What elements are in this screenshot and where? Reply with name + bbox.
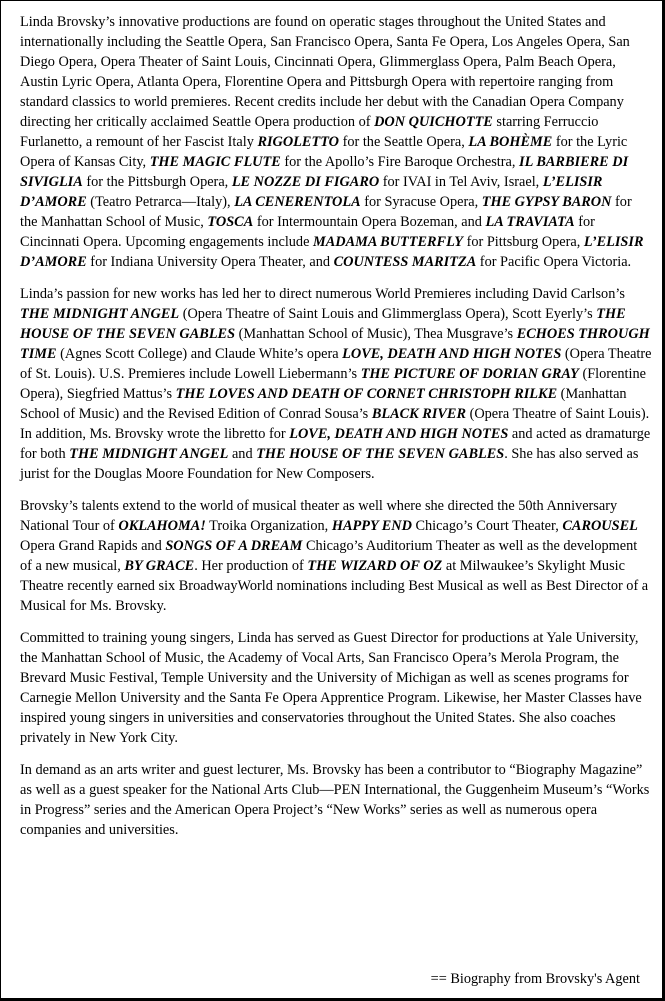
- paragraph-text: for Indiana University Opera Theater, and: [86, 254, 334, 270]
- paragraph-text: for the Seattle Opera,: [339, 134, 469, 150]
- paragraph-text: (Opera Theatre of St. Louis). U.S. Premieres include Lowell Liebermann’s: [20, 346, 652, 382]
- work-title: LOVE, DEATH AND HIGH NOTES: [342, 346, 562, 362]
- paragraph-text: Brovsky’s talents extend to the world of musical theater as well where she directed the 50th Anniversary National Tour of: [20, 498, 618, 534]
- work-title: TOSCA: [207, 214, 254, 230]
- paragraph-text: for the Manhattan School of Music,: [20, 194, 632, 230]
- work-title: BY GRACE: [124, 558, 195, 574]
- paragraph-text: . Her production of: [194, 558, 308, 574]
- paragraph-text: Troika Organization,: [205, 518, 332, 534]
- work-title: LA TRAVIATA: [485, 214, 575, 230]
- work-title: L’ELISIR D’AMORE: [20, 174, 603, 210]
- paragraph-text: for IVAI in Tel Aviv, Israel,: [379, 174, 543, 190]
- work-title: LOVE, DEATH AND HIGH NOTES: [289, 426, 509, 442]
- work-title: THE MAGIC FLUTE: [149, 154, 281, 170]
- work-title: THE WIZARD OF OZ: [307, 558, 443, 574]
- paragraph-text: for Syracuse Opera,: [360, 194, 482, 210]
- work-title: HAPPY END: [331, 518, 412, 534]
- paragraph-text: In demand as an arts writer and guest lecturer, Ms. Brovsky has been a contributor to “Biography Magazine” as well as a guest speaker for the National Arts Club—PEN International, the Guggenheim Museum’s “Works in Progress” series and the American Opera Project’s “New Works” series as well as numerous opera companies and universities.: [20, 762, 650, 838]
- paragraph-text: for Pacific Opera Victoria.: [476, 254, 632, 270]
- work-title: THE MIDNIGHT ANGEL: [69, 446, 229, 462]
- work-title: MADAMA BUTTERFLY: [313, 234, 464, 250]
- work-title: CAROUSEL: [562, 518, 638, 534]
- paragraph-text: for Cincinnati Opera. Upcoming engagements include: [20, 214, 595, 250]
- paragraph-text: Linda’s passion for new works has led her to direct numerous World Premieres including David Carlson’s: [20, 286, 625, 302]
- work-title: THE GYPSY BARON: [481, 194, 612, 210]
- work-title: OKLAHOMA!: [118, 518, 206, 534]
- bio-paragraph: [20, 496, 652, 616]
- paragraph-text: (Agnes Scott College) and Claude White’s opera: [56, 346, 343, 362]
- work-title: THE HOUSE OF THE SEVEN GABLES: [20, 306, 626, 342]
- work-title: L’ELISIR D’AMORE: [20, 234, 644, 270]
- work-title: BLACK RIVER: [371, 406, 466, 422]
- paragraph-text: (Florentine Opera), Siegfried Mattus’s: [20, 366, 646, 402]
- work-title: LA CENERENTOLA: [234, 194, 361, 210]
- work-title: LA BOHÈME: [468, 134, 553, 150]
- paragraph-text: (Manhattan School of Music), Thea Musgrave’s: [235, 326, 517, 342]
- source-credit: == Biography from Brovsky's Agent: [430, 971, 640, 987]
- paragraph-text: and: [228, 446, 257, 462]
- work-title: ECHOES THROUGH TIME: [20, 326, 650, 362]
- work-title: RIGOLETTO: [257, 134, 339, 150]
- paragraph-text: for Pittsburg Opera,: [463, 234, 584, 250]
- work-title: THE PICTURE OF DORIAN GRAY: [360, 366, 579, 382]
- paragraph-text: Opera Grand Rapids and: [20, 538, 166, 554]
- paragraph-text: for the Pittsburgh Opera,: [82, 174, 232, 190]
- paragraph-text: . She has also served as jurist for the Douglas Moore Foundation for New Composers.: [20, 446, 639, 482]
- paragraph-text: at Milwaukee’s Skylight Music Theatre recently earned six BroadwayWorld nominations including Best Musical as well as Best Director of a Musical for Ms. Brovsky.: [20, 558, 649, 614]
- paragraph-text: for Intermountain Opera Bozeman, and: [253, 214, 486, 230]
- paragraph-text: Linda Brovsky’s innovative productions are found on operatic stages throughout the United States and internationally including the Seattle Opera, San Francisco Opera, Santa Fe Opera, Los Angeles Opera, San Diego Opera, Opera Theater of Saint Louis, Cincinnati Opera, Glimmerglass Opera, Palm Beach Opera, Austin Lyric Opera, Atlanta Opera, Florentine Opera and Pittsburgh Opera with repertoire ranging from standard classics to world premieres. Recent credits include her debut with the Canadian Opera Company directing her critically acclaimed Seattle Opera production of: [20, 14, 630, 130]
- work-title: DON QUICHOTTE: [374, 114, 493, 130]
- bio-paragraph: [20, 628, 652, 748]
- bio-paragraph: [20, 760, 652, 840]
- paragraph-text: Chicago’s Court Theater,: [411, 518, 563, 534]
- paragraph-text: (Manhattan School of Music) and the Revised Edition of Conrad Sousa’s: [20, 386, 627, 422]
- work-title: IL BARBIERE DI SIVIGLIA: [20, 154, 629, 190]
- work-title: THE HOUSE OF THE SEVEN GABLES: [256, 446, 505, 462]
- paragraph-text: and acted as dramaturge for both: [20, 426, 651, 462]
- work-title: SONGS OF A DREAM: [165, 538, 303, 554]
- biography-body: [20, 12, 652, 840]
- paragraph-text: Chicago’s Auditorium Theater as well as the development of a new musical,: [20, 538, 638, 574]
- work-title: THE MIDNIGHT ANGEL: [20, 306, 180, 322]
- paragraph-text: Committed to training young singers, Linda has served as Guest Director for productions at Yale University, the Manhattan School of Music, the Academy of Vocal Arts, San Francisco Opera’s Merola Program, the Brevard Music Festival, Temple University and the University of Michigan as well as scenes programs for Carnegie Mellon University and the Santa Fe Opera Apprentice Program. Likewise, her Master Classes have inspired young singers in universities and conservatories throughout the United States. She also coaches privately in New York City.: [20, 630, 642, 746]
- work-title: LE NOZZE DI FIGARO: [231, 174, 380, 190]
- paragraph-text: (Opera Theatre of Saint Louis). In addition, Ms. Brovsky wrote the libretto for: [20, 406, 650, 442]
- paragraph-text: (Opera Theatre of Saint Louis and Glimmerglass Opera), Scott Eyerly’s: [179, 306, 597, 322]
- paragraph-text: (Teatro Petrarca—Italy),: [86, 194, 235, 210]
- work-title: COUNTESS MARITZA: [333, 254, 477, 270]
- bio-paragraph: [20, 284, 652, 484]
- bio-paragraph: [20, 12, 652, 272]
- paragraph-text: starring Ferruccio Furlanetto, a remount of her Fascist Italy: [20, 114, 599, 150]
- paragraph-text: for the Apollo’s Fire Baroque Orchestra,: [280, 154, 520, 170]
- paragraph-text: for the Lyric Opera of Kansas City,: [20, 134, 628, 170]
- work-title: THE LOVES AND DEATH OF CORNET CHRISTOPH RILKE: [175, 386, 558, 402]
